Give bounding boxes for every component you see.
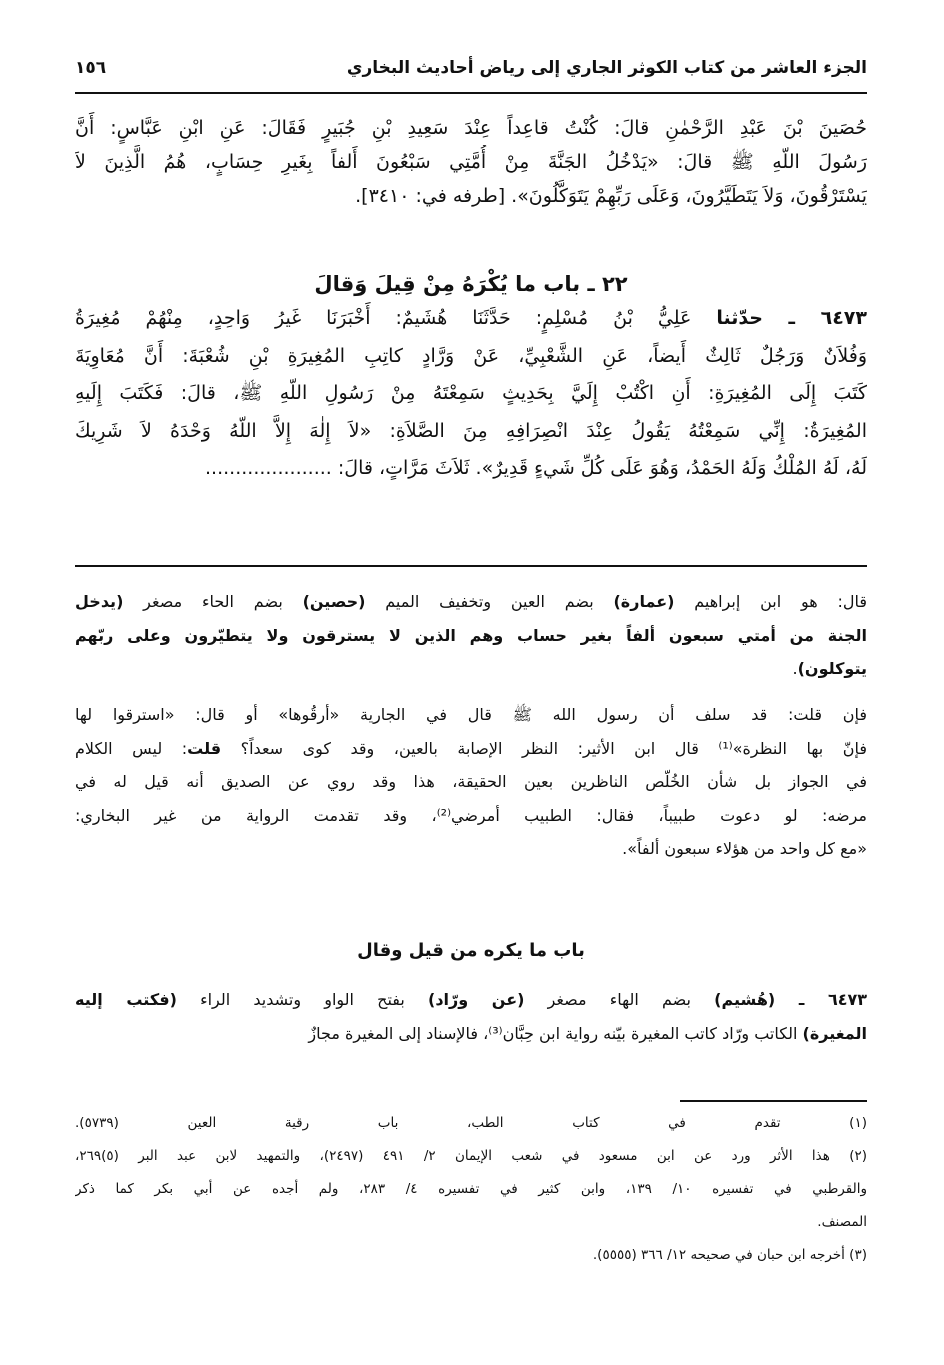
bold-text: (يدخل xyxy=(75,592,124,611)
text-segment: والقرطبي في تفسيره ١٠/ ١٣٩، وابن كثير في تفسيره ٤/ ٢٨٣، ولم أجده عن أبي بكر كما ذكر xyxy=(75,1181,867,1197)
text-line xyxy=(75,1173,867,1206)
text-segment: : ليس الكلام xyxy=(75,738,188,758)
text-segment: (٣) أخرجه ابن حبان في صحيحه ١٢/ ٣٦٦ (٥٥٥٥). xyxy=(592,1247,867,1263)
bold-text: ٦٤٧٣ ـ (هُشيم) xyxy=(714,990,867,1009)
text-line xyxy=(75,652,867,686)
page-number: ١٥٦ xyxy=(75,58,107,78)
text-line xyxy=(75,1140,867,1173)
text-line xyxy=(75,585,867,619)
text-segment: حُصَينَ بْنَ عَبْدِ الرَّحْمٰنِ قالَ: كُنْتُ قاعِداً عِنْدَ سَعِيدِ بْنِ جُبَيرٍ فَقَالَ: عَنِ ابْنِ عَبَّاسٍ: أَنَّ xyxy=(75,117,867,139)
commentary-paragraph-3 xyxy=(75,983,867,1050)
bold-text: قلت xyxy=(187,738,222,758)
commentary-paragraph-2 xyxy=(75,698,867,866)
bold-text: المغيرة) xyxy=(802,1023,867,1043)
text-segment: (١) تقدم في كتاب الطب، باب رقية العين (٥٧٣٩). xyxy=(75,1115,867,1131)
text-line xyxy=(75,619,867,653)
text-segment: عَلِيُّ بْنُ مُسْلِمٍ: حَدَّثَنَا هُشَيمٌ: أَخْبَرَنَا غَيرُ وَاحِدٍ، مِنْهُمْ مُغِيرَةُ xyxy=(75,307,717,329)
header-rule xyxy=(75,92,867,94)
text-line xyxy=(75,832,867,866)
text-line xyxy=(75,111,867,145)
footnote-rule xyxy=(680,1100,867,1102)
text-segment: المُغِيرَةُ: إِنِّي سَمِعْتُهُ يَقُولُ عِنْدَ انْصِرَافِهِ مِنَ الصَّلاَةِ: «لاَ إِلٰهَ إِلاَّ اللّهُ وَحْدَهُ لاَ شَرِيكَ xyxy=(75,419,867,442)
text-segment: (٢) هذا الأثر ورد عن ابن مسعود في شعب الإيمان ٢/ ٤٩١ (٢٤٩٧)، والتمهيد لابن عبد البر (٥)٢٦٩، xyxy=(75,1148,867,1164)
text-line xyxy=(75,1107,867,1140)
text-segment: في الجواز بل شأن الخُلّص الناظرين بعين الحقيقة، هذا وقد روي عن الصديق أنه قيل له في xyxy=(75,772,867,791)
text-line xyxy=(75,765,867,799)
text-segment: «مع كل واحد من هؤلاء سبعون ألفاً». xyxy=(622,839,867,858)
text-line xyxy=(75,413,867,451)
text-segment: المصنف. xyxy=(817,1214,867,1230)
text-line xyxy=(75,1017,867,1051)
text-segment: قال: هو ابن إبراهيم xyxy=(674,592,867,611)
bold-text: (عمارة) xyxy=(613,592,675,611)
text-commentary-rule xyxy=(75,565,867,567)
hadith-6473 xyxy=(75,300,867,488)
text-line xyxy=(75,732,867,766)
text-segment: يَسْتَرْقُونَ، وَلاَ يَتَطَيَّرُونَ، وَعَلَى رَبِّهِمْ يَتَوَكَّلُونَ». [طرفه في: ٣٤١٠]. xyxy=(355,185,867,207)
bold-text: يتوكلون) xyxy=(797,659,867,678)
text-segment: بضم الهاء مصغر xyxy=(524,990,715,1009)
bold-text: الجنة من أمتي سبعون ألفاً بغير حساب وهم الذين لا يسترقون ولا يتطيّرون وعلى ربّهم xyxy=(75,625,867,645)
text-segment: بضم الحاء مصغر xyxy=(123,592,303,611)
text-line xyxy=(75,375,867,413)
footnotes xyxy=(75,1107,867,1272)
commentary-heading: باب ما يكره من قيل وقال xyxy=(357,940,585,961)
bold-text: (حصين) xyxy=(302,592,366,611)
text-segment: كَتَبَ إِلَى المُغِيرَةِ: أَنِ اكْتُبْ إِلَيَّ بِحَدِيثٍ سَمِعْتَهُ مِنْ رَسُولِ اللّهِ ﷺ، قالَ: فَكَتَبَ إِلَيهِ xyxy=(75,382,867,404)
text-line xyxy=(75,338,867,376)
text-segment: رَسُولَ اللّهِ ﷺ قالَ: «يَدْخُلُ الجَنَّةَ مِنْ أُمَّتِي سَبْعُونَ أَلفاً بِغَيرِ حِسَابٍ، هُمُ الَّذِينَ لاَ xyxy=(75,151,867,173)
text-segment: فإنّ بها النظرة»⁽¹⁾ قال ابن الأثير: النظر الإصابة بالعين، وقد كوى سعداً؟ xyxy=(221,738,867,758)
bold-text: (فكتب إليه xyxy=(75,990,177,1009)
text-line xyxy=(75,983,867,1017)
text-line xyxy=(75,1239,867,1272)
text-line xyxy=(75,1206,867,1239)
text-segment: لَهُ، لَهُ المُلْكُ وَلَهُ الحَمْدُ، وَهُوَ عَلَى كُلِّ شَيءٍ قَدِيرٌ». ثَلاَثَ مَرَّاتٍ، قالَ: ..................... xyxy=(205,457,867,479)
text-segment: وَفُلاَنٌ وَرَجُلٌ ثَالِثٌ أَيضاً، عَنِ الشَّعْبِيِّ، عَنْ وَرَّادٍ كاتِبِ المُغِيرَةِ بْنِ شُعْبَةَ: أَنَّ مُعَاوِيَةَ xyxy=(75,344,867,367)
text-line xyxy=(75,145,867,179)
text-segment: مرضه: لو دعوت طبيباً، فقال: الطبيب أمرضي⁽²⁾، وقد تقدمت الرواية من غير البخاري: xyxy=(75,805,867,825)
commentary-paragraph-1 xyxy=(75,585,867,686)
hadith-continuation xyxy=(75,111,867,213)
text-line xyxy=(75,698,867,732)
bold-text: ٦٤٧٣ ـ حدّثنا xyxy=(716,307,867,329)
chapter-heading: ٢٢ ـ باب ما يُكْرَهُ مِنْ قِيلَ وَقالَ xyxy=(314,272,628,296)
text-segment: الكاتب ورّاد كاتب المغيرة بيّنه رواية ابن حِبَّان⁽³⁾، فالإسناد إلى المغيرة مجازٌ xyxy=(308,1023,803,1043)
book-title: الجزء العاشر من كتاب الكوثر الجاري إلى رياض أحاديث البخاري xyxy=(346,58,867,78)
text-line xyxy=(75,450,867,488)
text-segment: بضم العين وتخفيف الميم xyxy=(365,592,614,611)
text-segment: . xyxy=(792,659,798,678)
running-header xyxy=(75,58,867,86)
text-line xyxy=(75,799,867,833)
text-segment: فإن قلت: قد سلف أن رسول الله ﷺ قال في الجارية «أرقُوها» أو قال: «استرقوا لها xyxy=(75,705,867,724)
text-line xyxy=(75,300,867,338)
bold-text: (عن ورّاد) xyxy=(428,990,525,1009)
text-segment: بفتح الواو وتشديد الراء xyxy=(176,990,428,1009)
text-line xyxy=(75,179,867,213)
